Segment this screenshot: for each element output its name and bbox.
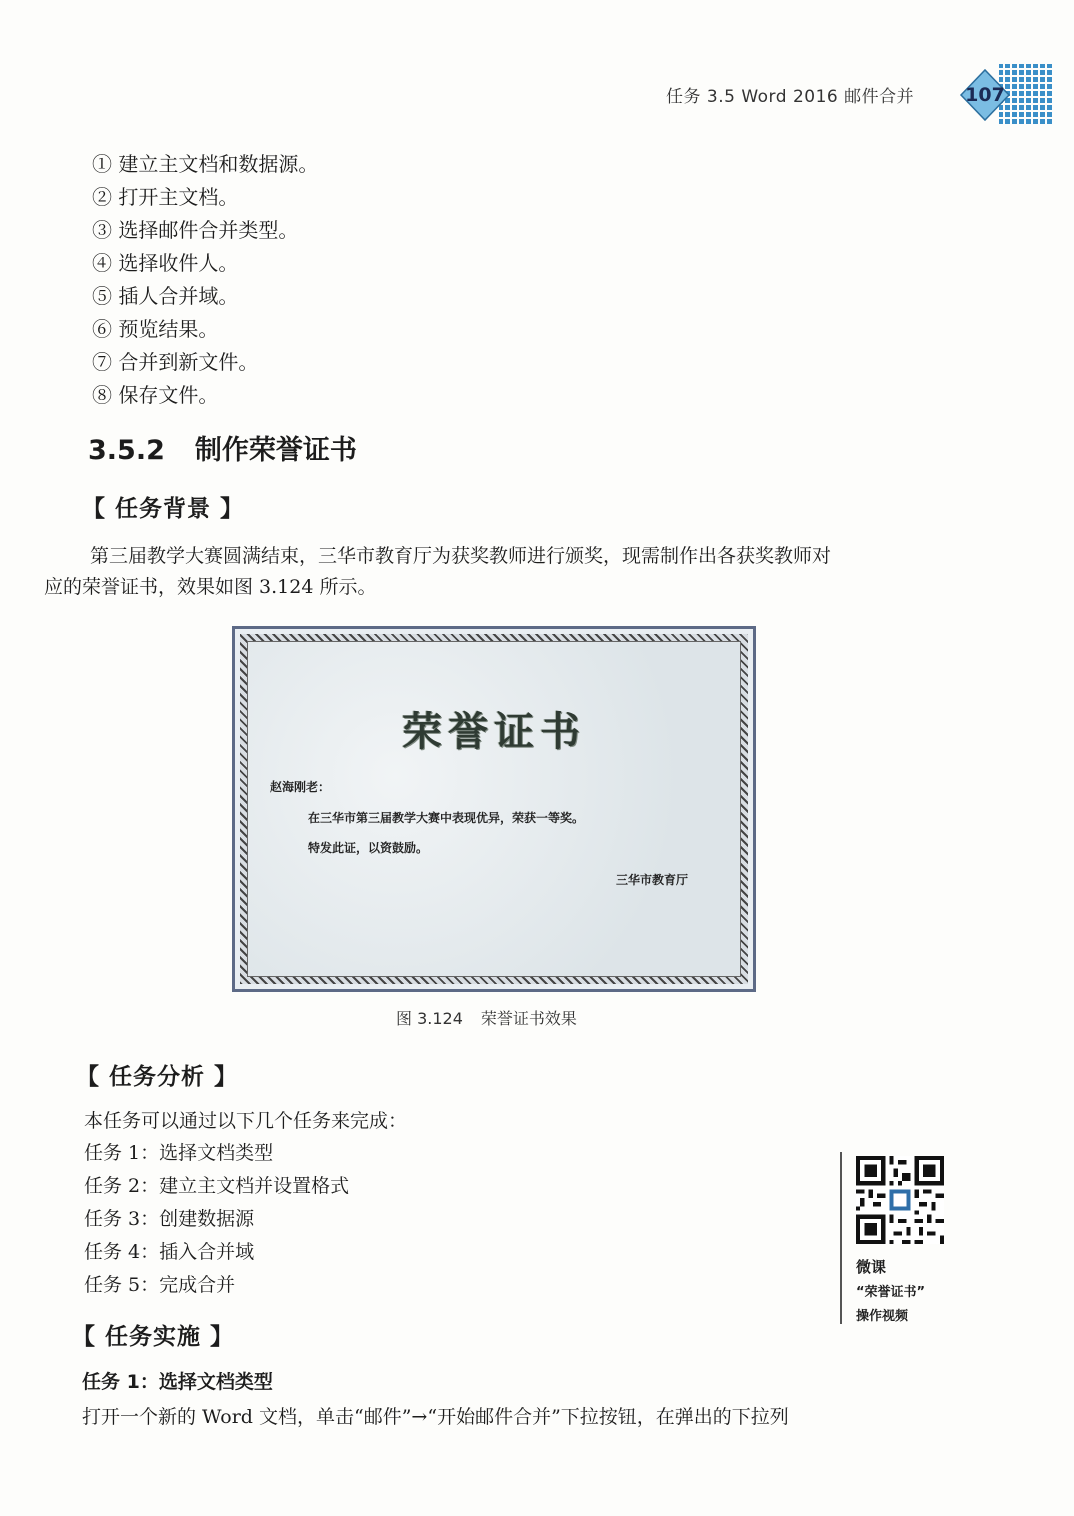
qr-sub-line2: 操作视频 <box>856 1309 909 1324</box>
section-heading <box>88 428 357 467</box>
qr-code-icon[interactable] <box>856 1156 944 1244</box>
step-item: ② 打开主文档。 <box>92 185 239 209</box>
certificate-line1: 在三华市第三届教学大赛中表现优异，荣获一等奖。 <box>308 811 585 825</box>
implementation-heading: 【 任务实施 】 <box>72 1324 235 1350</box>
background-heading: 【 任务背景 】 <box>82 496 245 522</box>
step-item: ⑤ 插人合并域。 <box>92 284 239 308</box>
background-paragraph-line1: 第三届教学大赛圆满结束，三华市教育厅为获奖教师进行颁奖，现需制作出各获奖教师对 <box>90 545 832 567</box>
certificate-issuer: 三华市教育厅 <box>616 873 689 887</box>
analysis-heading: 【 任务分析 】 <box>76 1064 239 1090</box>
step-item: ⑦ 合并到新文件。 <box>92 350 259 374</box>
qr-label: 微课 <box>856 1258 887 1276</box>
certificate-line2: 特发此证，以资鼓励。 <box>308 841 429 855</box>
section-title: 制作荣誉证书 <box>194 435 357 466</box>
step-item: ③ 选择邮件合并类型。 <box>92 218 299 242</box>
subtask-title: 任务 1：选择文档类型 <box>82 1371 273 1393</box>
background-paragraph-line2: 应的荣誉证书，效果如图 3.124 所示。 <box>44 576 377 598</box>
step-item: ④ 选择收件人。 <box>92 251 239 275</box>
figure-number: 图 3.124 <box>396 1009 463 1028</box>
sidenote-rule <box>840 1152 842 1324</box>
step-item: ⑧ 保存文件。 <box>92 383 219 407</box>
analysis-task: 任务 5：完成合并 <box>84 1274 236 1296</box>
certificate-title: 荣誉证书 <box>402 708 586 755</box>
figure-caption <box>396 1006 577 1029</box>
analysis-intro: 本任务可以通过以下几个任务来完成： <box>84 1110 408 1132</box>
analysis-task: 任务 2：建立主文档并设置格式 <box>84 1175 350 1197</box>
certificate-image <box>232 626 756 992</box>
running-header: 任务 3.5 Word 2016 邮件合并 <box>666 87 915 107</box>
implementation-paragraph: 打开一个新的 Word 文档，单击“邮件”→“开始邮件合并”下拉按钮，在弹出的下拉列 <box>82 1406 789 1428</box>
page-number: 107 <box>965 84 1005 106</box>
analysis-task: 任务 3：创建数据源 <box>84 1208 255 1230</box>
certificate-body <box>247 641 741 977</box>
step-item: ① 建立主文档和数据源。 <box>92 152 319 176</box>
figure-caption-text: 荣誉证书效果 <box>480 1009 577 1028</box>
qr-sub-line1: “荣誉证书” <box>856 1285 926 1300</box>
analysis-task: 任务 4：插入合并域 <box>84 1241 255 1263</box>
certificate-recipient: 赵海刚老： <box>270 780 331 794</box>
section-number: 3.5.2 <box>88 435 165 466</box>
analysis-task: 任务 1：选择文档类型 <box>84 1142 274 1164</box>
step-item: ⑥ 预览结果。 <box>92 317 219 341</box>
